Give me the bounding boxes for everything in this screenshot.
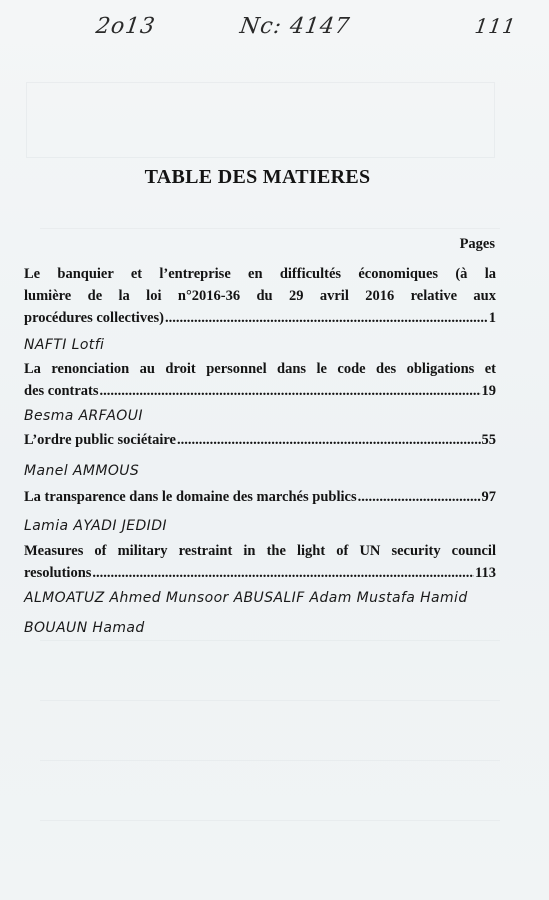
entry-title-text: resolutions [24,565,92,581]
toc-entry [24,429,496,451]
show-through-line [40,760,500,761]
leader-dots [177,429,481,451]
entry-author: Manel AMMOUS [24,463,140,479]
entry-title-last-line [24,307,496,329]
entry-title-text: des contrats [24,383,99,399]
toc-entry [24,358,496,402]
leader-dots [358,486,481,508]
entry-title-last-line [24,486,496,508]
entry-page-number: 1 [488,310,496,326]
handwritten-catalog-number: Nc: 4147 [238,14,352,39]
entry-author: NAFTI Lotfi [24,337,105,353]
show-through-line [40,820,500,821]
leader-dots [100,380,481,402]
show-through-line [40,228,500,229]
entry-title-last-line [24,429,496,451]
toc-entry [24,263,496,329]
handwritten-year: 2o13 [94,14,158,39]
entry-author: ALMOATUZ Ahmed Munsoor ABUSALIF Adam Mustafa Hamid [24,590,468,606]
entry-title-text: La transparence dans le domaine des marchés publics [24,489,357,505]
entry-title-line: Le banquier et l’entreprise en difficultés économiques (à la [24,266,496,282]
handwritten-page-number: 111 [473,14,518,38]
entry-page-number: 55 [481,432,496,448]
entry-title-line: La renonciation au droit personnel dans le code des obligations et [24,361,496,377]
entry-title-line: lumière de la loi n°2016-36 du 29 avril 2016 relative aux [24,288,496,304]
leader-dots [92,562,474,584]
entry-page-number: 113 [475,565,496,581]
entry-author: Besma ARFAOUI [24,408,143,424]
leader-dots [165,307,488,329]
entry-page-number: 97 [481,489,496,505]
entry-title-last-line [24,562,496,584]
page-title: TABLE DES MATIERES [144,166,371,188]
toc-entry [24,486,496,508]
entry-page-number: 19 [481,383,496,399]
entry-author: Lamia AYADI JEDIDI [24,518,167,534]
entry-title-line: Measures of military restraint in the light of UN security council [24,543,496,559]
pages-column-label: Pages [459,236,495,252]
entry-title-last-line [24,380,496,402]
show-through-line [40,700,500,701]
entry-title-text: procédures collectives) [24,310,164,326]
entry-author-line2: BOUAUN Hamad [24,620,145,636]
show-through-line [40,640,500,641]
entry-title-text: L’ordre public sociétaire [24,432,176,448]
show-through-box [26,82,495,158]
toc-entry [24,540,496,584]
